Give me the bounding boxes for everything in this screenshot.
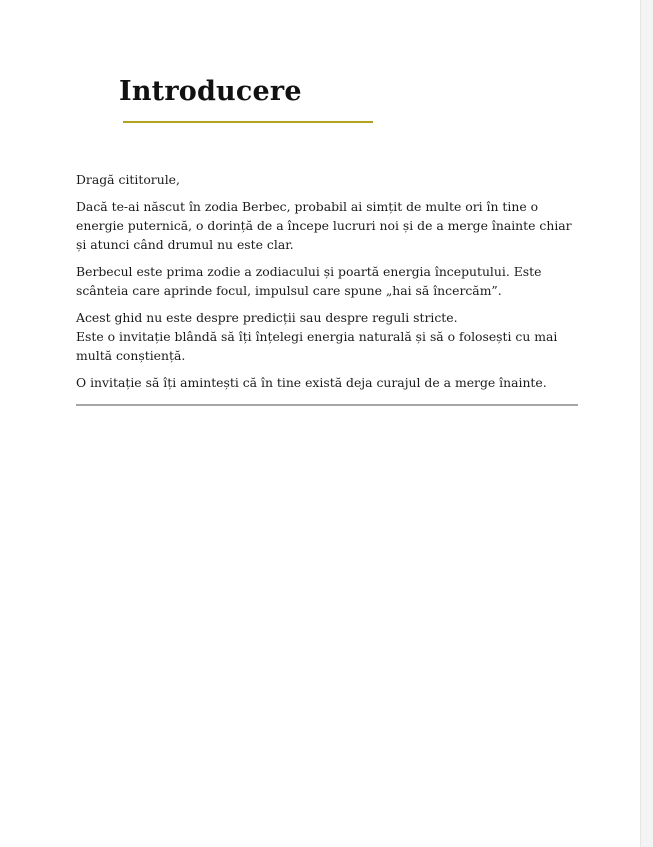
paragraph-3: Acest ghid nu este despre predicții sau despre reguli stricte. (76, 310, 458, 325)
paragraph-5: O invitație să îți amintești că în tine există deja curajul de a merge înainte. (76, 375, 547, 390)
paragraph-4: Este o invitație blândă să îți înțelegi energia naturală și să o folosești cu mai multă conștiență. (76, 329, 558, 363)
title-underline (123, 121, 373, 123)
paragraph-1: Dacă te-ai născut în zodia Berbec, probabil ai simțit de multe ori în tine o energie puternică, o dorință de a începe lucruri noi și de a merge înainte chiar și atunci când drumul nu este clar. (76, 199, 572, 252)
paragraph-2: Berbecul este prima zodie a zodiacului și poartă energia începutului. Este scânteia care aprinde focul, impulsul care spune „hai să încercăm”. (76, 264, 542, 298)
page-edge (640, 0, 653, 847)
page-title: Introducere (119, 76, 302, 107)
greeting: Dragă cititorule, (76, 172, 180, 187)
body-text (76, 170, 576, 400)
section-divider (76, 404, 578, 406)
